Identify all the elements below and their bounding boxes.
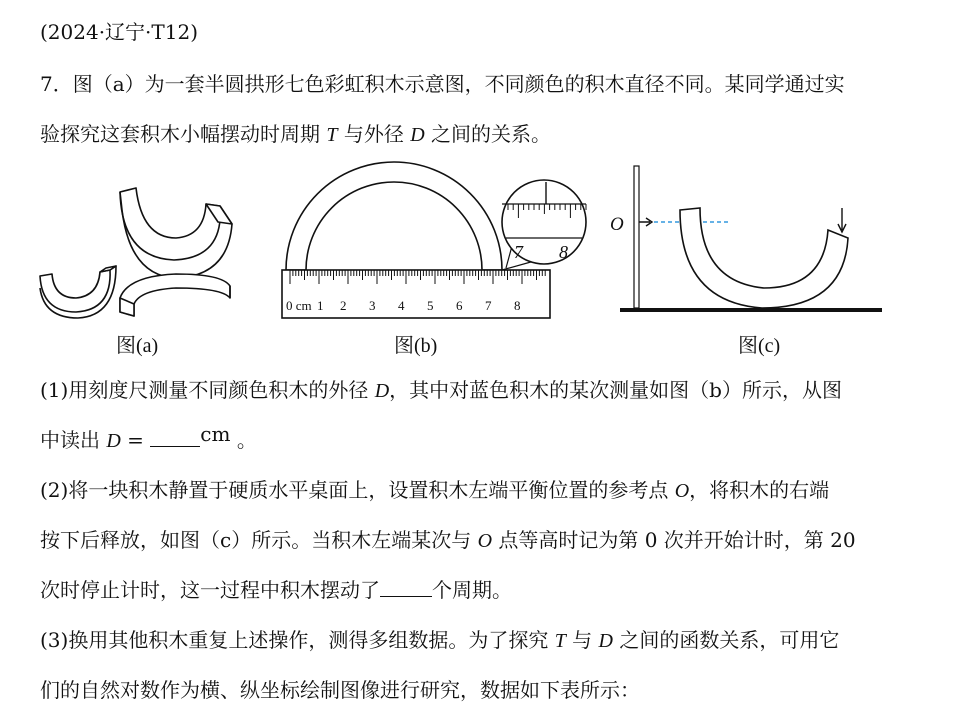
unit-cm: cm — [200, 422, 231, 446]
symbol-T: T — [554, 630, 566, 652]
intro-text-2c: 之间的关系。 — [424, 122, 552, 146]
part2-line-1 — [40, 476, 829, 505]
ruler-label-0: 0 cm — [286, 298, 312, 313]
intro-text-2a: 验探究这套积木小幅摆动时周期 — [40, 122, 327, 146]
figure-a-blocks — [36, 180, 246, 320]
part2-text-3a: 次时停止计时，这一过程中积木摆动了 — [40, 578, 380, 602]
symbol-T: T — [326, 124, 338, 146]
ruler-label-6: 6 — [456, 298, 463, 313]
part1-text-2a: 中读出 — [40, 428, 107, 452]
figure-c-caption: 图(c) — [738, 335, 781, 357]
arch-block-tilted — [680, 208, 848, 308]
zoom-label-7: 7 — [514, 242, 523, 262]
question-intro-line-2 — [40, 120, 551, 149]
part2-line-3 — [40, 576, 512, 604]
part2-text-1a: (2)将一块积木静置于硬质水平桌面上，设置积木左端平衡位置的参考点 — [40, 478, 675, 502]
symbol-D: D — [598, 630, 613, 652]
symbol-D: D — [410, 124, 425, 146]
part1-line-2 — [40, 422, 257, 455]
part2-text-2b: 点等高时记为第 0 次并开始计时，第 20 — [492, 528, 856, 552]
part3-text-1b: 与 — [565, 628, 599, 652]
part1-text-1b: ，其中对蓝色积木的某次测量如图（b）所示，从图 — [389, 378, 842, 402]
part1-text-2c: 。 — [230, 428, 257, 452]
arch-block — [286, 162, 502, 270]
part3-line-2: 们的自然对数作为横、纵坐标绘制图像进行研究，数据如下表所示： — [40, 678, 640, 702]
symbol-O: O — [674, 480, 690, 502]
figure-b-caption: 图(b) — [394, 335, 438, 357]
symbol-O: O — [477, 530, 493, 552]
intro-text-1: 图（a）为一套半圆拱形七色彩虹积木示意图，不同颜色的积木直径不同。某同学通过实 — [72, 72, 845, 96]
ruler-label-7: 7 — [485, 298, 492, 313]
symbol-D: D — [374, 380, 390, 402]
intro-text-2b: 与外径 — [337, 122, 411, 146]
part1-line-1 — [40, 376, 842, 405]
figure-b-ruler — [276, 160, 592, 322]
part3-text-1a: (3)换用其他积木重复上述操作，测得多组数据。为了探究 — [40, 628, 555, 652]
part2-text-1b: ，将积木的右端 — [689, 478, 830, 502]
question-number: 7． — [40, 72, 73, 96]
ruler-label-4: 4 — [398, 298, 405, 313]
zoom-label-8: 8 — [559, 242, 568, 262]
symbol-D: D — [106, 430, 121, 452]
part2-text-2a: 按下后释放，如图（c）所示。当积木左端某次与 — [40, 528, 478, 552]
answer-blank-D[interactable] — [150, 428, 200, 447]
source-label: (2024·辽宁·T12) — [40, 20, 199, 44]
push-arrow — [838, 208, 846, 232]
question-intro-line-1 — [40, 70, 845, 98]
part3-text-1c: 之间的函数关系，可用它 — [612, 628, 840, 652]
part2-text-3b: 个周期。 — [432, 578, 512, 602]
point-O-label: O — [610, 214, 624, 235]
ruler-label-3: 3 — [369, 298, 376, 313]
figure-a-caption: 图(a) — [116, 335, 159, 357]
part1-text-2b: = — [120, 428, 151, 452]
answer-blank-periods[interactable] — [380, 578, 432, 597]
part2-line-2 — [40, 526, 856, 555]
pointer-arrow — [639, 218, 652, 226]
part1-text-1a: (1)用刻度尺测量不同颜色积木的外径 — [40, 378, 375, 402]
stand-pole — [634, 166, 639, 308]
ruler-label-1: 1 — [317, 298, 324, 313]
ruler-label-2: 2 — [340, 298, 347, 313]
ruler-label-5: 5 — [427, 298, 434, 313]
ruler-label-8: 8 — [514, 298, 521, 313]
part3-line-1 — [40, 626, 839, 655]
figure-c-swing — [606, 164, 886, 320]
